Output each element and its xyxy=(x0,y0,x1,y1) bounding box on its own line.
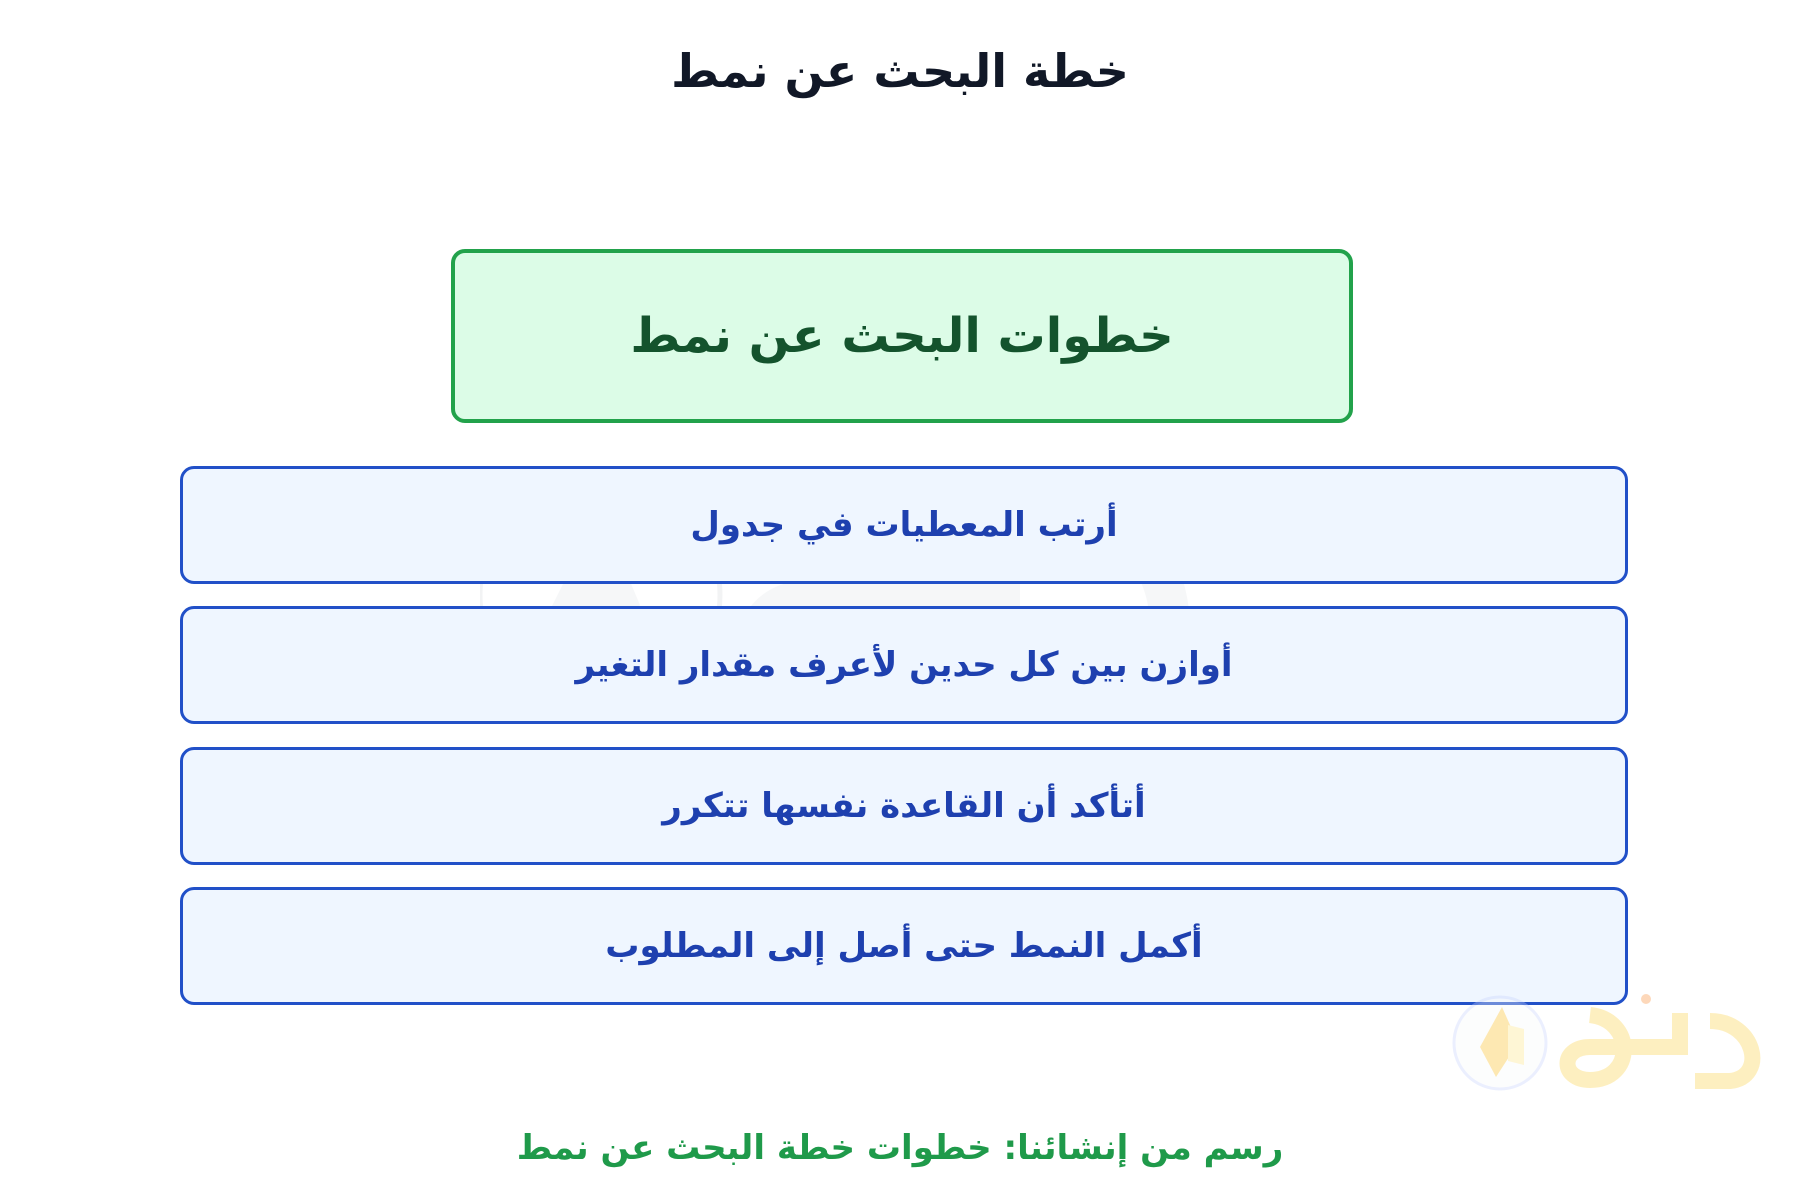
figure-caption: رسم من إنشائنا: خطوات خطة البحث عن نمط xyxy=(516,1128,1284,1168)
brand-watermark-logo xyxy=(1450,985,1780,1095)
step-box-1: أرتب المعطيات في جدول xyxy=(180,466,1628,584)
step-box-2: أوازن بين كل حدين لأعرف مقدار التغير xyxy=(180,606,1628,724)
step-box-4: أكمل النمط حتى أصل إلى المطلوب xyxy=(180,887,1628,1005)
page-title: خطة البحث عن نمط xyxy=(671,44,1129,98)
step-box-3: أتأكد أن القاعدة نفسها تتكرر xyxy=(180,747,1628,865)
steps-header-box: خطوات البحث عن نمط xyxy=(451,249,1353,423)
